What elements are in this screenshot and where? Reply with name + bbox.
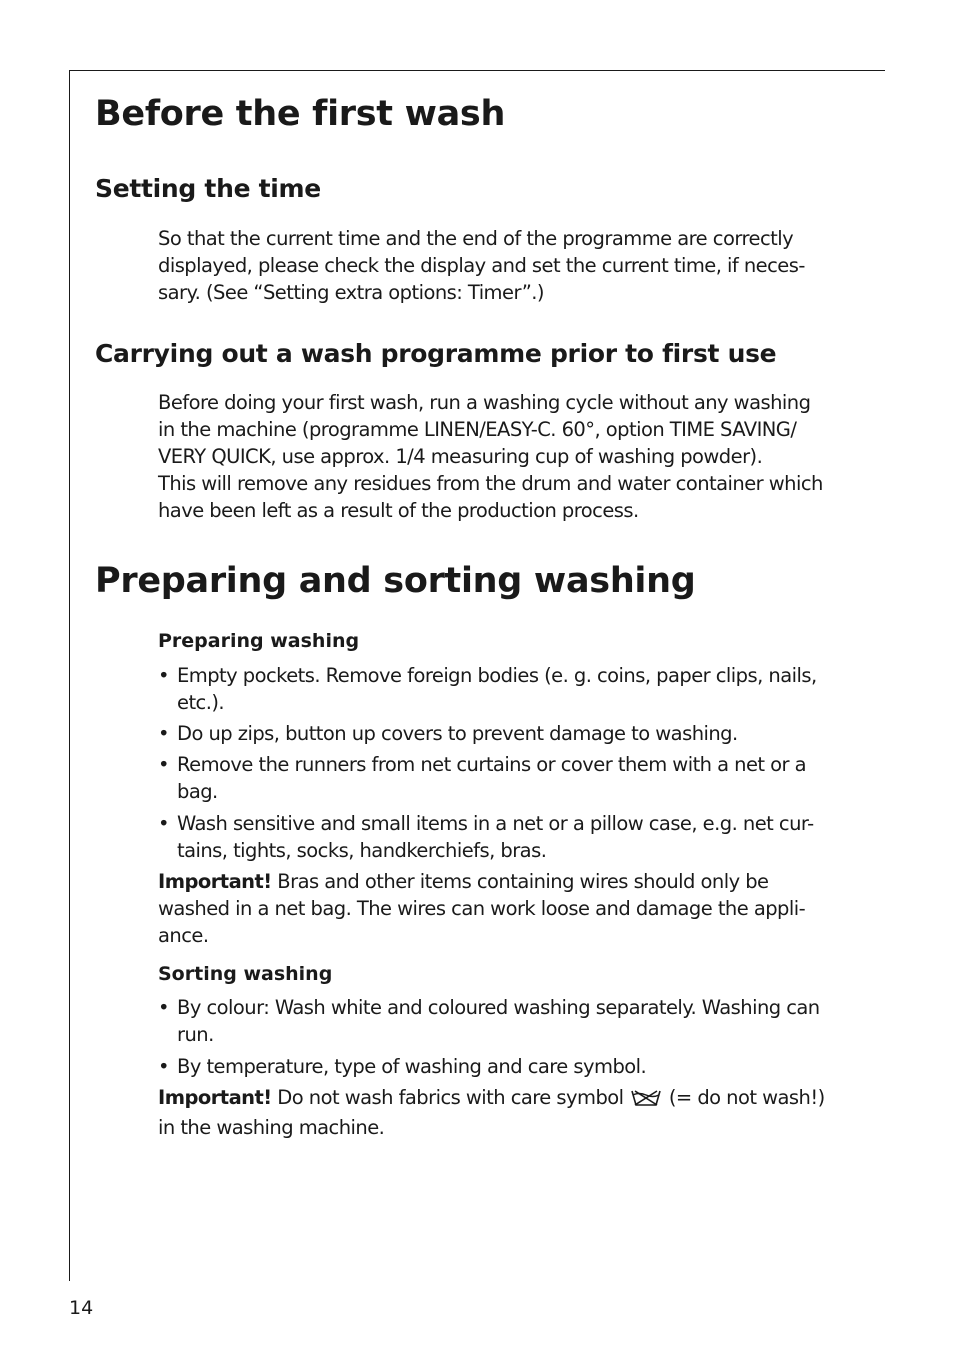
frame-top-rule bbox=[69, 70, 885, 71]
text-line: Wash sensitive and small items in a net or a pillow case, e.g. net cur- bbox=[177, 812, 814, 835]
text-line: So that the current time and the end of the programme are correctly bbox=[158, 227, 794, 250]
text-line: ance. bbox=[158, 924, 209, 947]
list-item bbox=[158, 662, 858, 716]
list-item bbox=[158, 810, 858, 864]
text-line: tains, tights, socks, handkerchiefs, bras. bbox=[177, 839, 547, 862]
frame-left-rule bbox=[69, 70, 70, 1281]
bullet-icon: • bbox=[158, 722, 169, 745]
important-label: Important! bbox=[158, 1086, 272, 1109]
bullet-icon: • bbox=[158, 812, 169, 835]
text-line: VERY QUICK, use approx. 1/4 measuring cup of washing powder). bbox=[158, 445, 763, 468]
bullet-icon: • bbox=[158, 1055, 169, 1078]
list-item bbox=[158, 1053, 858, 1080]
heading-first-use-programme: Carrying out a wash programme prior to first use bbox=[95, 339, 777, 368]
text-line: Do up zips, button up covers to prevent damage to washing. bbox=[177, 722, 738, 745]
important-text: Bras and other items containing wires should only be bbox=[271, 870, 769, 893]
text-line: By colour: Wash white and coloured washing separately. Washing can bbox=[177, 996, 820, 1019]
text-line: By temperature, type of washing and care symbol. bbox=[177, 1055, 647, 1078]
list-item bbox=[158, 720, 858, 747]
text-line: in the machine (programme LINEN/EASY-C. 60°, option TIME SAVING/ bbox=[158, 418, 797, 441]
text-line: have been left as a result of the production process. bbox=[158, 499, 639, 522]
text-line: washed in a net bag. The wires can work loose and damage the appli- bbox=[158, 897, 806, 920]
paragraph-setting-the-time bbox=[158, 225, 858, 306]
heading-sorting-washing: Sorting washing bbox=[158, 963, 333, 985]
text-line: etc.). bbox=[177, 691, 225, 714]
do-not-wash-icon bbox=[631, 1087, 661, 1114]
important-note-care-symbol bbox=[158, 1084, 858, 1141]
text-line: run. bbox=[177, 1023, 214, 1046]
list-item bbox=[158, 751, 858, 805]
heading-preparing-washing: Preparing washing bbox=[158, 630, 360, 652]
heading-before-first-wash: Before the first wash bbox=[95, 94, 506, 134]
page-number: 14 bbox=[69, 1297, 94, 1319]
heading-setting-the-time: Setting the time bbox=[95, 174, 321, 203]
important-note-wires bbox=[158, 868, 858, 949]
text-line: Empty pockets. Remove foreign bodies (e. g. coins, paper clips, nails, bbox=[177, 664, 817, 687]
important-label: Important! bbox=[158, 870, 272, 893]
text-line: in the washing machine. bbox=[158, 1116, 385, 1139]
list-item bbox=[158, 994, 858, 1048]
bullet-icon: • bbox=[158, 753, 169, 776]
text-line bbox=[158, 868, 858, 895]
important-text: Do not wash fabrics with care symbol bbox=[271, 1086, 630, 1109]
text-line: bag. bbox=[177, 780, 218, 803]
bullet-icon: • bbox=[158, 996, 169, 1019]
text-line bbox=[158, 1084, 858, 1114]
paragraph-first-use-programme bbox=[158, 389, 858, 524]
text-line: Before doing your first wash, run a washing cycle without any washing bbox=[158, 391, 811, 414]
bullet-icon: • bbox=[158, 664, 169, 687]
text-line: This will remove any residues from the drum and water container which bbox=[158, 472, 823, 495]
text-line: displayed, please check the display and set the current time, if neces- bbox=[158, 254, 805, 277]
important-text: (= do not wash!) bbox=[663, 1086, 825, 1109]
text-line: Remove the runners from net curtains or cover them with a net or a bbox=[177, 753, 807, 776]
heading-preparing-and-sorting: Preparing and sorting washing bbox=[95, 561, 696, 601]
text-line: sary. (See “Setting extra options: Timer”.) bbox=[158, 281, 544, 304]
